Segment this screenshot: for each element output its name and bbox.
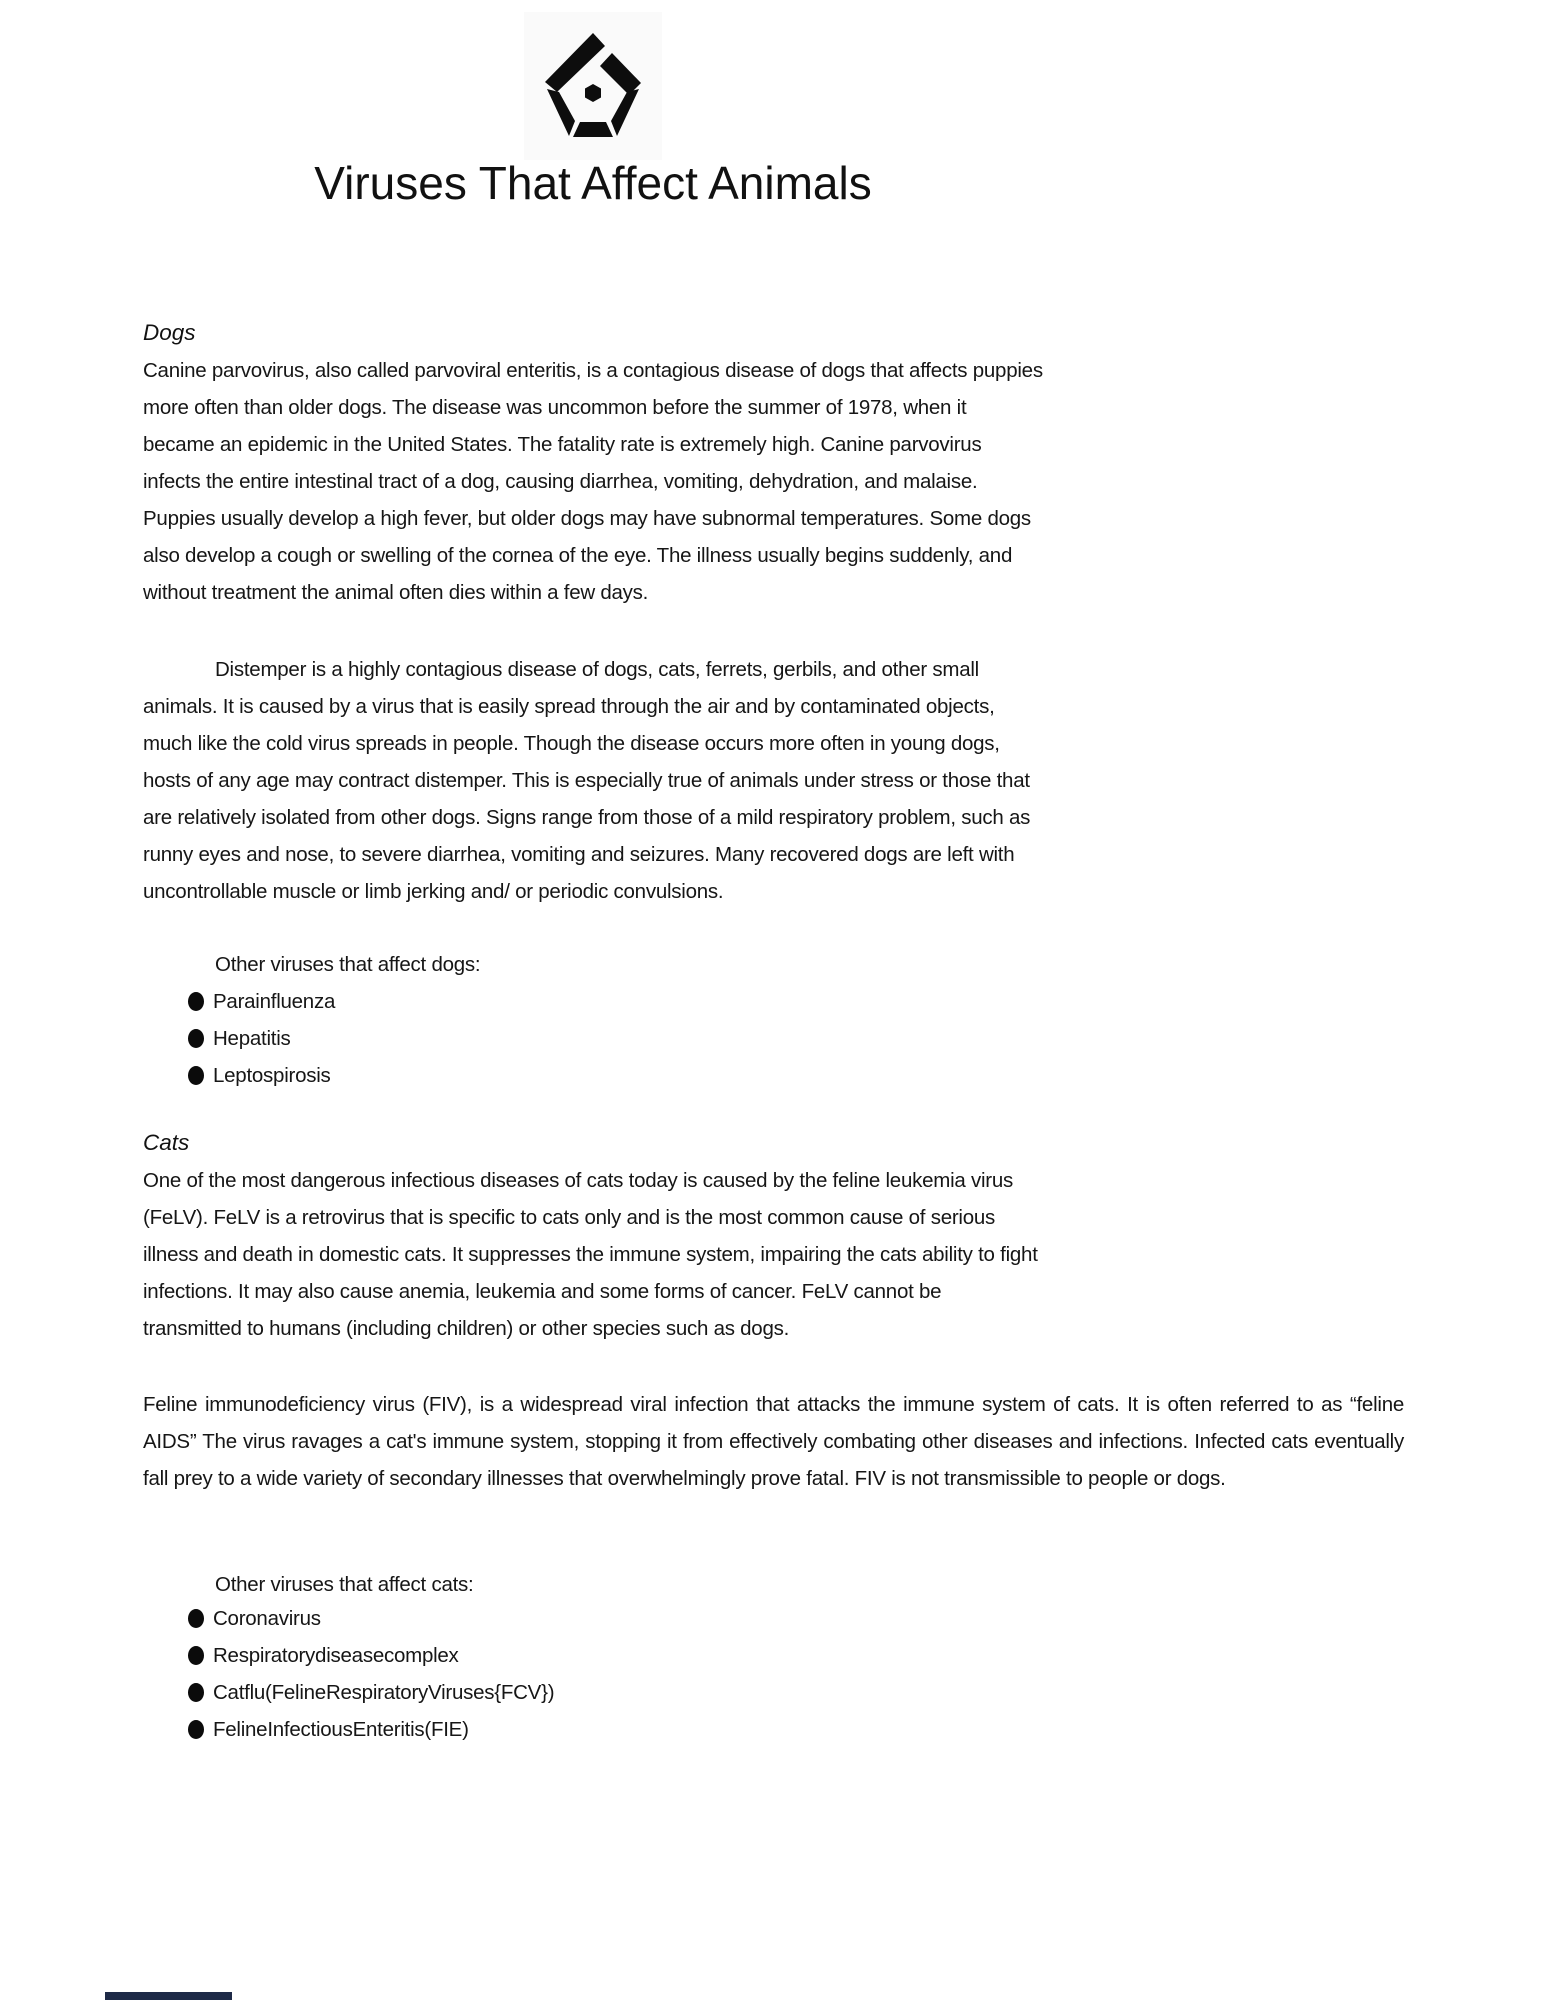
- list-item: [188, 1600, 1088, 1637]
- list-item-label: FelineInfectiousEnteritis(FIE): [213, 1718, 469, 1741]
- list-item: [188, 1711, 1088, 1748]
- hexagon-logo-icon: [543, 33, 643, 140]
- list-item: [188, 983, 1088, 1020]
- bullet-list-cats: [143, 1600, 1088, 1748]
- paragraph-felv: One of the most dangerous infectious diseases of cats today is caused by the feline leukemia virus (FeLV). FeLV is a retrovirus that is specific to cats only and is the most common cause of serious illness and death in domestic cats. It suppresses the immune system, impairing the cats ability to fight infections. It may also cause anemia, leukemia and some forms of cancer. FeLV cannot be transmitted to humans (including children) or other species such as dogs.: [143, 1169, 1038, 1340]
- bullet-icon: [188, 1029, 204, 1048]
- list-item: [188, 1057, 1088, 1094]
- section-heading-dogs: Dogs: [143, 320, 196, 345]
- bullet-list-dogs: [143, 983, 1088, 1094]
- list-item-label: Respiratorydiseasecomplex: [213, 1644, 459, 1667]
- bullet-icon: [188, 1683, 204, 1702]
- paragraph-fiv: Feline immunodeficiency virus (FIV), is a widespread viral infection that attacks the immune system of cats. It is often referred to as “feline AIDS” The virus ravages a cat's immune system, stopping it from effectively combating other diseases and infections. Infected cats eventually fall prey to a wide variety of secondary illnesses that overwhelmingly prove fatal. FIV is not transmissible to people or dogs.: [143, 1393, 1404, 1490]
- bullet-icon: [188, 1720, 204, 1739]
- list-item-label: Leptospirosis: [213, 1064, 331, 1087]
- bullet-icon: [188, 992, 204, 1011]
- logo-backdrop: [524, 12, 662, 160]
- bullet-icon: [188, 1609, 204, 1628]
- logo-container: [143, 12, 1043, 160]
- list-item-label: Coronavirus: [213, 1607, 321, 1630]
- list-item: [188, 1637, 1088, 1674]
- paragraph-distemper: Distemper is a highly contagious disease of dogs, cats, ferrets, gerbils, and other small animals. It is caused by a virus that is easily spread through the air and by contaminated objects, much like the cold virus spreads in people. Though the disease occurs more often in young dogs, hosts of any age may contract distemper. This is especially true of animals under stress or those that are relatively isolated from other dogs. Signs range from those of a mild respiratory problem, such as runny eyes and nose, to severe diarrhea, vomiting and seizures. Many recovered dogs are left with uncontrollable muscle or limb jerking and/ or periodic convulsions.: [143, 658, 1031, 903]
- list-item-label: Catflu(FelineRespiratoryViruses{FCV}): [213, 1681, 555, 1704]
- bullet-icon: [188, 1646, 204, 1665]
- paragraph-canine-parvovirus: Canine parvovirus, also called parvoviral enteritis, is a contagious disease of dogs that affects puppies more often than older dogs. The disease was uncommon before the summer of 1978, when it became an epidemic in the United States. The fatality rate is extremely high. Canine parvovirus infects the entire intestinal tract of a dog, causing diarrhea, vomiting, dehydration, and malaise. Puppies usually develop a high fever, but older dogs may have subnormal temperatures. Some dogs also develop a cough or swelling of the cornea of the eye. The illness usually begins suddenly, and without treatment the animal often dies within a few days.: [143, 359, 1043, 604]
- page-edge-bar: [105, 1992, 232, 2000]
- list-intro-cats: Other viruses that affect cats:: [215, 1573, 474, 1596]
- section-heading-cats: Cats: [143, 1130, 190, 1155]
- list-item-label: Hepatitis: [213, 1027, 291, 1050]
- list-intro-dogs: Other viruses that affect dogs:: [215, 953, 481, 976]
- page-title: Viruses That Affect Animals: [314, 157, 872, 209]
- list-item: [188, 1674, 1088, 1711]
- list-item: [188, 1020, 1088, 1057]
- list-item-label: Parainfluenza: [213, 990, 336, 1013]
- bullet-icon: [188, 1066, 204, 1085]
